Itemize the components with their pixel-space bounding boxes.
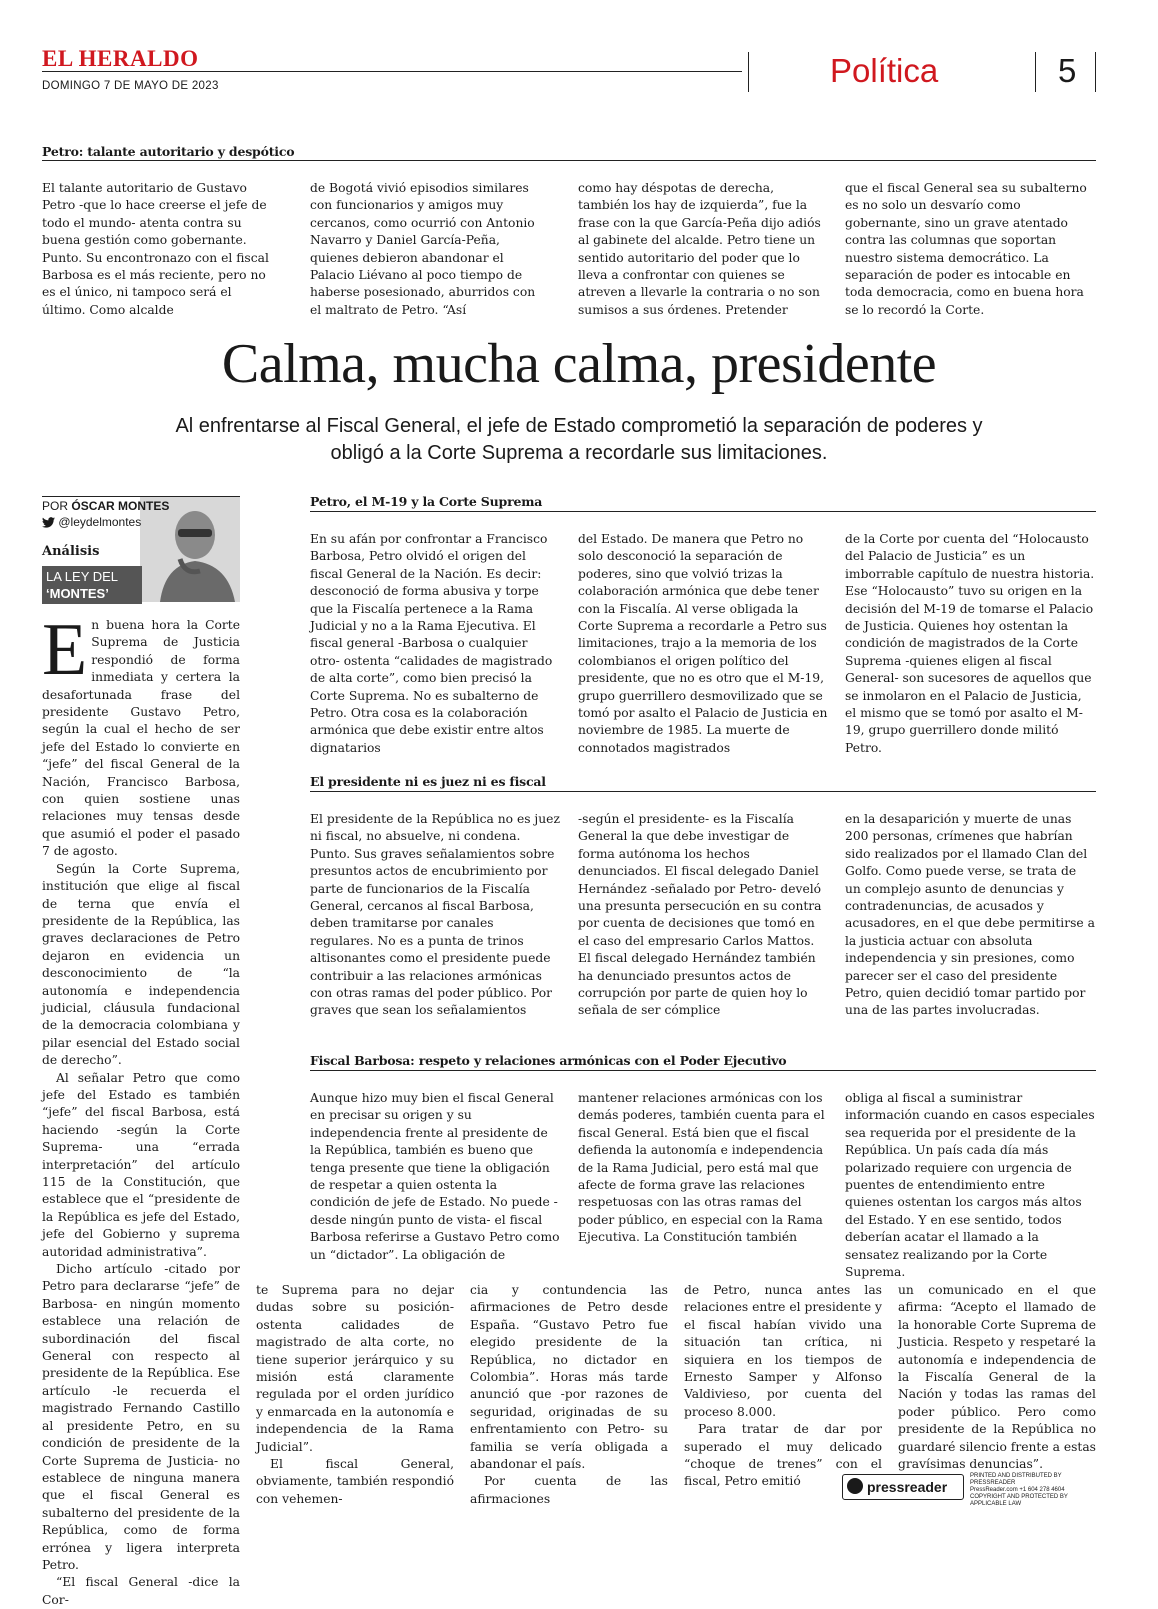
top-article-rule	[42, 160, 1096, 161]
analysis-label: Análisis	[42, 544, 100, 559]
byline-por: POR	[42, 499, 69, 513]
column-tag-line2: ‘MONTES’	[46, 586, 109, 601]
twitter-handle: @leydelmontes	[58, 515, 142, 529]
box-2-kicker: El presidente ni es juez ni es fiscal	[310, 774, 546, 789]
bottom-col-2	[470, 1282, 668, 1508]
bottom-col-1	[256, 1282, 454, 1508]
pressreader-legal	[970, 1473, 1100, 1508]
page-divider-left	[1035, 52, 1036, 92]
headline: Calma, mucha calma, presidente	[221, 333, 937, 395]
pressreader-badge	[842, 1474, 964, 1500]
bottom-col-1-p1: te Suprema para no dejar dudas sobre su posición- ostenta calidades de magistrado de alta corte, no tiene superior jerárquico y su misión está claramente regulada por el orden jurídico y enmarcada en la autonomía e independencia de la Rama Judicial”.	[256, 1283, 454, 1454]
box-1-col-1: En su afán por confrontar a Francisco Barbosa, Petro olvidó el origen del fiscal General de la Nación. Es decir: desconoció de forma abusiva y torpe que la Fiscalía pertenece a la Rama Judicial y no a la Rama Ejecutiva. El fiscal general -Barbosa o cualquier otro- ostenta “calidades de magistrado de alta corte”, como bien precisó la Corte Suprema. No es subalterno de Petro. Otra cosa es la colaboración armónica que debe existir entre altos dignatarios	[310, 532, 553, 755]
pressreader-logo-icon	[847, 1478, 863, 1494]
box-2-col-2: -según el presidente- es la Fiscalía General la que debe investigar de forma autónoma los hechos denunciados. El fiscal delegado Daniel Hernández -señalado por Petro- develó una presunta persecución en su contra por cuenta de decisiones que tomó en el caso del empresario Carlos Mattos. El fiscal delegado Hernández también ha denunciado presuntos actos de corrupción por parte de quien hoy lo señala de ser cómplice	[578, 812, 822, 1018]
box-1-kicker: Petro, el M-19 y la Corte Suprema	[310, 494, 543, 509]
masthead-divider	[748, 52, 749, 92]
byline-author-name: ÓSCAR MONTES	[71, 499, 170, 513]
page-divider-right	[1095, 52, 1096, 92]
box-3-col-1: Aunque hizo muy bien el fiscal General en precisar su origen y su independencia frente al presidente de la República, también es bueno que tenga presente que tiene la obligación de respetar a quien ostenta la condición de jefe de Estado. No puede -desde ningún punto de vista- el fiscal Barbosa referirse a Gustavo Petro como un “dictador”. La obligación de	[310, 1091, 560, 1262]
box-1-rule	[310, 511, 1096, 512]
deck: Al enfrentarse al Fiscal General, el jefe de Estado comprometió la separación de poderes y obligó a la Corte Suprema a recordarle sus limitaciones.	[175, 415, 983, 464]
byline-twitter[interactable]	[42, 515, 141, 531]
main-paragraph-2: Según la Corte Suprema, institución que elige al fiscal de terna que envía el presidente de la República, las graves declaraciones de Petro dejaron en evidencia un desconocimiento de “la autonomía e independencia judicial, cláusula fundacional de la democracia colombiana y pilar esencial del Estado social de derecho”.	[42, 861, 240, 1068]
top-article-col-4: que el fiscal General sea su subalterno es no solo un desvarío como gobernante, sino un grave atentado contra las columnas que soportan nuestro sistema democrático. La separación de poder es intocable en toda democracia, como en buena hora se lo recordó la Corte.	[845, 181, 1087, 317]
column-tag-line1: LA LEY DEL	[46, 569, 119, 584]
bottom-col-3	[684, 1282, 882, 1491]
top-article-col-1: El talante autoritario de Gustavo Petro -que lo hace creerse el jefe de todo el mundo- atenta contra su buena gestión como gobernante. Punto. Su encontronazo con el fiscal Barbosa es el más reciente, pero no es el único, ni tampoco será el último. Como alcalde	[42, 181, 269, 317]
bottom-col-3-p2: Para tratar de dar por superado el muy delicado “choque de trenes” con el fiscal, Petro emitió	[684, 1422, 882, 1489]
pressreader-brand: pressreader	[867, 1479, 948, 1495]
box-3-col-3: obliga al fiscal a suministrar información cuando en casos especiales sea requerida por el presidente de la República. Un país cada día más polarizado requiere con urgencia de puentes de entendimiento entre quienes ostentan los cargos más altos del Estado. Y en ese sentido, todos deberían acatar el llamado a la sensatez realizando por la Corte Suprema.	[845, 1091, 1095, 1280]
box-2-col-1: El presidente de la República no es juez ni fiscal, no absuelve, ni condena. Punto. Sus graves señalamientos sobre presuntos actos de encubrimiento por parte de funcionarios de la Fiscalía General, cercanos al fiscal Barbosa, deben tramitarse por canales regulares. No es a punta de trinos altisonantes como el presidente puede contribuir a las relaciones armónicas con otras ramas del poder público. Por graves que sean los señalamientos	[310, 812, 560, 1018]
box-1-col-3: de la Corte por cuenta del “Holocausto del Palacio de Justicia” es un imborrable capítulo de nuestra historia. Ese “Holocausto” tuvo su origen en la decisión del M-19 de tomarse el Palacio de Justicia. Quienes hoy ostentan la condición de magistrados de la Corte Suprema -quienes eligen al fiscal General- son sucesores de aquellos que se inmolaron en el Palacio de Justicia, el mismo que se tomó por asalto el M-19, grupo guerrillero donde militó Petro.	[845, 532, 1095, 755]
bottom-col-2-p2: Por cuenta de las afirmaciones	[470, 1474, 668, 1506]
top-article-kicker: Petro: talante autoritario y despótico	[42, 144, 295, 159]
bottom-col-4	[898, 1282, 1096, 1473]
dropcap: E	[42, 609, 88, 691]
bottom-col-1-p2: El fiscal General, obviamente, también respondió con vehemen-	[256, 1457, 454, 1506]
top-article-col-2: de Bogotá vivió episodios similares con funcionarios y amigos muy cercanos, como ocurrió con Antonio Navarro y Daniel García-Peña, quienes debieron abandonar el Palacio Liévano al poco tiempo de haberse posesionado, aburridos con el maltrato de Petro. “Así	[310, 181, 536, 317]
bottom-col-4-p1: un comunicado en el que afirma: “Acepto el llamado de la honorable Corte Suprema de Justicia. Respeto y respetaré la autonomía e independencia de la Fiscalía General de la Nación y todas las ramas del poder público. Pero como presidente de la República no guardaré silencio frente a estas gravísimas denuncias”.	[898, 1283, 1096, 1472]
pressreader-line2: PressReader.com +1 604 278 4604	[970, 1487, 1065, 1493]
masthead-logo: EL HERALDO	[42, 46, 199, 71]
box-2-rule	[310, 791, 1096, 792]
main-paragraph-3: Al señalar Petro que como jefe del Estado es también “jefe” del fiscal Barbosa, está haciendo -según la Corte Suprema- una “errada interpretación” del artículo 115 de la Constitución, que establece que el “presidente de la República es jefe del Estado, jefe del Gobierno y suprema autoridad administrativa”.	[42, 1070, 240, 1259]
bottom-col-2-p1: cia y contundencia las afirmaciones de Petro desde España. “Gustavo Petro fue elegido presidente de la República, no dictador en Colombia”. Horas más tarde anunció que -por razones de seguridad, originadas de su enfrentamiento con Petro- su familia se vería obligada a abandonar el país.	[470, 1283, 668, 1472]
main-column	[42, 609, 240, 1609]
byline-rule	[42, 496, 240, 497]
page-number: 5	[1058, 52, 1077, 89]
twitter-bird-icon	[42, 517, 55, 531]
box-1-col-2: del Estado. De manera que Petro no solo desconoció la separación de poderes, sino que volvió trizas la colaboración armónica que debe tener con la Fiscalía. Al verse obligada la Corte Suprema a recordarle a Petro sus limitaciones, trajo a la memoria de los colombianos el origen político del presidente, que no es otro que el M-19, grupo guerrillero desmovilizado que se tomó por asalto el Palacio de Justicia en noviembre de 1985. La muerte de connotados magistrados	[578, 532, 828, 755]
pressreader-line3: COPYRIGHT AND PROTECTED BY APPLICABLE LAW	[970, 1494, 1068, 1507]
box-2-col-3: en la desaparición y muerte de unas 200 personas, crímenes que habrían sido realizados por el llamado Clan del Golfo. Como puede verse, se trata de un complejo asunto de denuncias y contradenuncias, de acusados y acusadores, en el que debe permitirse a la justicia actuar con absoluta independencia y sin presiones, como parecer ser el caso del presidente Petro, quien decidió tomar partido por una de las partes involucradas.	[845, 812, 1095, 1018]
edition-date: DOMINGO 7 DE MAYO DE 2023	[42, 80, 219, 92]
section-title: Política	[830, 52, 939, 89]
box-3-kicker: Fiscal Barbosa: respeto y relaciones armónicas con el Poder Ejecutivo	[310, 1053, 787, 1068]
top-article-col-3: como hay déspotas de derecha, también los hay de izquierda”, fue la frase con la que García-Peña dijo adiós al gabinete del alcalde. Petro tiene un sentido autoritario del poder que lo lleva a confrontar con quienes se atreven a llevarle la contraria o no son sumisos a sus órdenes. Pretender	[578, 181, 821, 317]
column-tag	[42, 566, 142, 604]
box-3-rule	[310, 1070, 1096, 1071]
masthead-rule	[42, 71, 742, 72]
main-paragraph-4: Dicho artículo -citado por Petro para declararse “jefe” de Barbosa- en ningún momento establece una relación de subordinación del fiscal General con respecto al presidente de la República. Ese artículo -le recuerda el magistrado Fernando Castillo al presidente Petro, en su condición de presidente de la Corte Suprema de Justicia- no establece de ninguna manera que el fiscal General es subalterno del presidente de la República, como de forma errónea y ligera interpreta Petro.	[42, 1262, 240, 1572]
bottom-col-3-p1: de Petro, nunca antes las relaciones entre el presidente y el fiscal habían vivido una situación tan crítica, ni siquiera en los tiempos de Ernesto Samper y Alfonso Valdivieso, por cuenta del proceso 8.000.	[684, 1283, 882, 1419]
byline-author	[42, 499, 169, 513]
pressreader-line1: PRINTED AND DISTRIBUTED BY PRESSREADER	[970, 1473, 1062, 1486]
box-3-col-2: mantener relaciones armónicas con los demás poderes, también cuenta para el fiscal General. Está bien que el fiscal defienda la autonomía e independencia de la Rama Judicial, pero está mal que afecte de forma grave las relaciones respetuosas con las otras ramas del poder público, en especial con la Rama Ejecutiva. La Constitución también	[578, 1091, 825, 1245]
main-paragraph-1: n buena hora la Corte Suprema de Justicia respondió de forma inmediata y certera la desafortunada frase del presidente Gustavo Petro, según la cual el hecho de ser jefe del Estado lo convierte en “jefe” del fiscal General de la Nación, Francisco Barbosa, con quien sostiene unas relaciones muy tensas desde que asumió el poder el pasado 7 de agosto.	[42, 618, 240, 859]
main-paragraph-5: “El fiscal General -dice la Cor-	[42, 1575, 240, 1607]
